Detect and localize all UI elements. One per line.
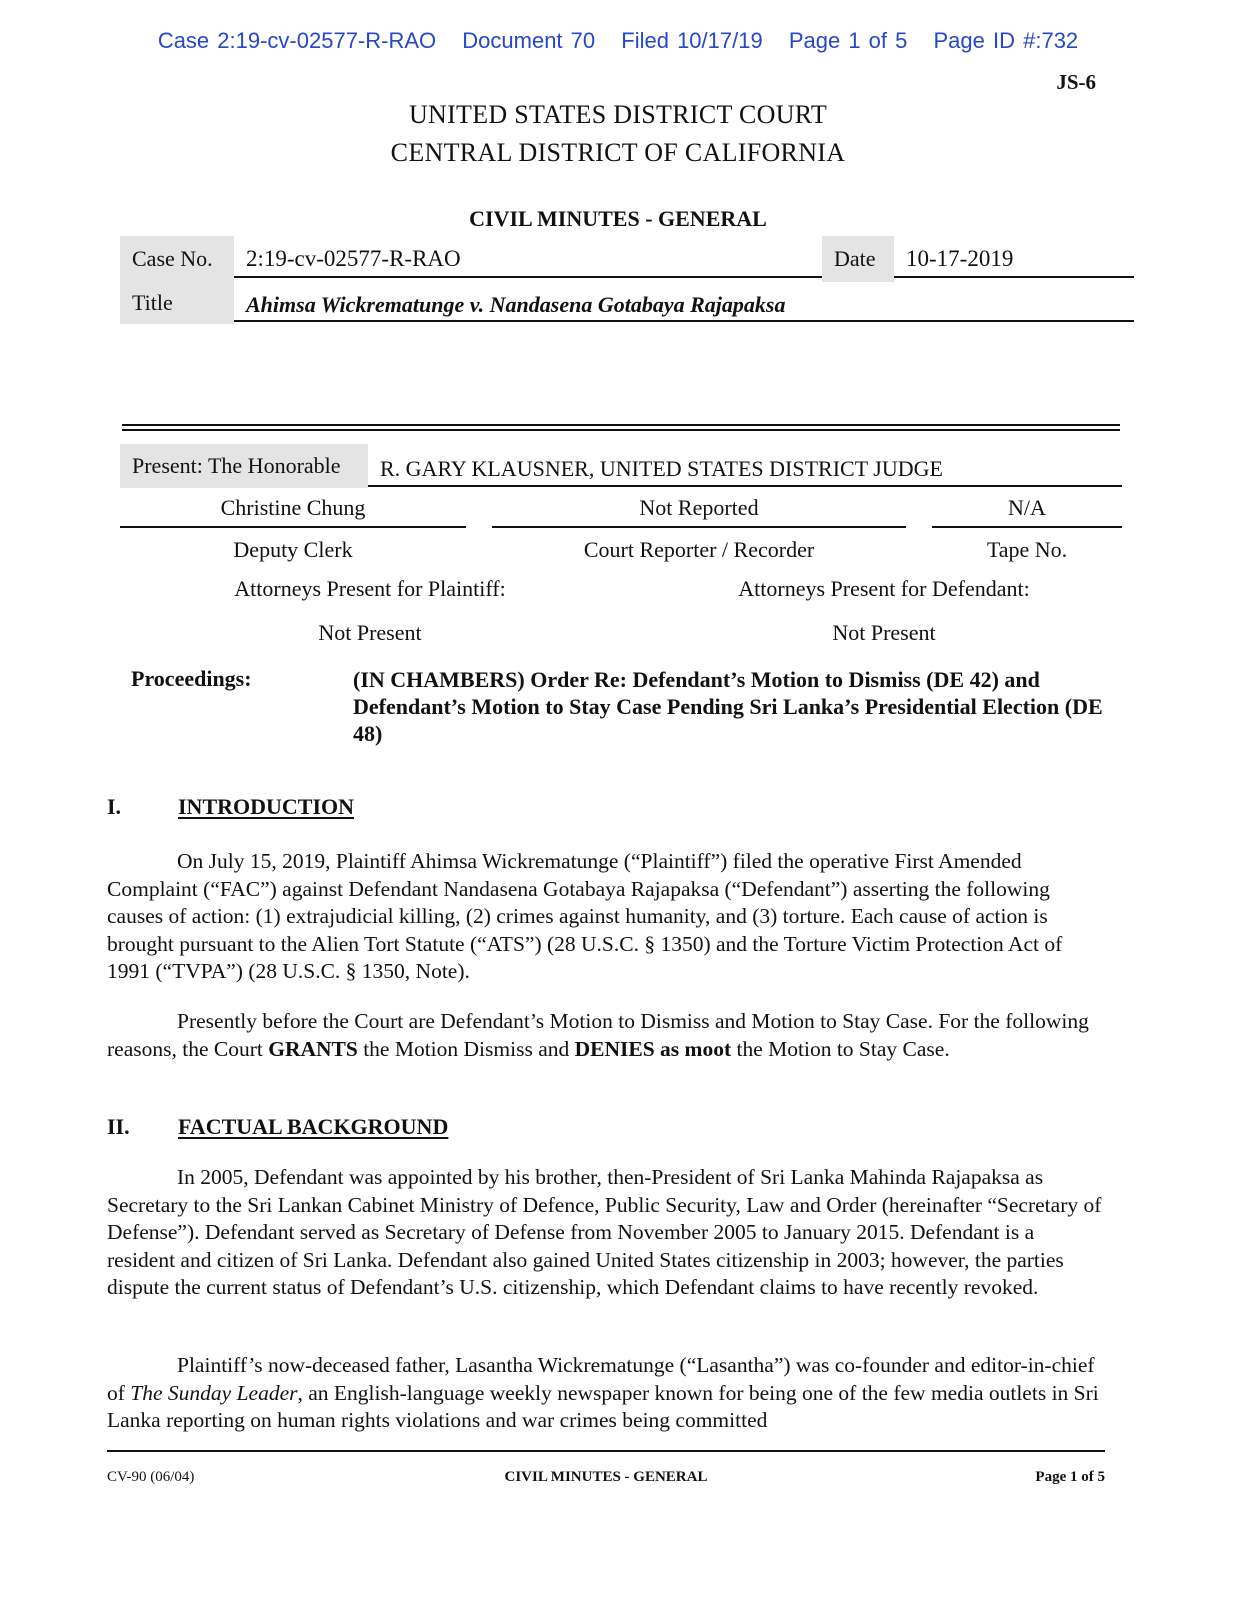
section-divider: [122, 429, 1120, 431]
filing-header-stamp: [0, 28, 1236, 54]
footer-form-number: CV-90 (06/04): [107, 1469, 195, 1485]
paragraph-background-2: [107, 1352, 1107, 1435]
court-reporter-caption: Court Reporter / Recorder: [583, 537, 815, 562]
proceedings-text: (IN CHAMBERS) Order Re: Defendant’s Motion to Dismiss (DE 42) and Defendant’s Motion to Stay Case Pending Sri Lanka’s Presidential Election (DE 48): [353, 667, 1103, 746]
plaintiff-attorneys-value: Not Present: [318, 620, 422, 645]
section-divider: [122, 424, 1120, 426]
case-no-value: 2:19-cv-02577-R-RAO: [246, 246, 461, 271]
judge-underline: [368, 485, 1122, 487]
tape-underline: [932, 526, 1122, 528]
paragraph-text: the Motion to Stay Case.: [736, 1036, 950, 1061]
tape-number-caption: Tape No.: [986, 537, 1068, 562]
court-reporter-value: Not Reported: [639, 495, 759, 520]
section-number: I.: [107, 794, 122, 819]
deputy-clerk-caption: Deputy Clerk: [233, 537, 353, 562]
title-underline: [234, 320, 1134, 322]
paragraph-background-1: [107, 1164, 1107, 1302]
date-label: Date: [822, 236, 894, 282]
date-underline: [894, 276, 1134, 278]
deputy-clerk-name: Christine Chung: [220, 495, 366, 520]
newspaper-name: The Sunday Leader: [130, 1380, 298, 1405]
title-label: Title: [120, 282, 234, 324]
paragraph-text: On July 15, 2019, Plaintiff Ahimsa Wickrematunge (“Plaintiff”) filed the operative First Amended Complaint (“FAC”) against Defendant Nandasena Gotabaya Rajapaksa (“Defendant”) asserting the following causes of action: (1) extrajudicial killing, (2) crimes against humanity, and (3) torture. Each cause of action is brought pursuant to the Alien Tort Statute (“ATS”) (28 U.S.C. § 1350) and the Torture Victim Protection Act of 1991 (“TVPA”) (28 U.S.C. § 1350, Note).: [107, 849, 1063, 983]
stamp-page-id: Page ID #:732: [933, 28, 1079, 53]
defendant-attorneys-label: Attorneys Present for Defendant:: [738, 576, 1030, 601]
section-heading-factual-background: FACTUAL BACKGROUND: [178, 1114, 449, 1139]
paragraph-text: In 2005, Defendant was appointed by his brother, then-President of Sri Lanka Mahinda Rajapaksa as Secretary to the Sri Lankan Cabinet Ministry of Defence, Public Security, Law and Order (hereinafter “Secretary of Defense”). Defendant served as Secretary of Defense from November 2005 to January 2015. Defendant is a resident and citizen of Sri Lanka. Defendant also gained United States citizenship in 2003; however, the parties dispute the current status of Defendant’s U.S. citizenship, which Defendant claims to have recently revoked.: [107, 1165, 1102, 1299]
case-no-underline: [234, 276, 822, 278]
footer-divider: [107, 1450, 1105, 1452]
paragraph-introduction-2: [107, 1008, 1107, 1063]
paragraph-introduction-1: [107, 848, 1107, 986]
stamp-case-number: Case 2:19-cv-02577-R-RAO: [157, 28, 437, 53]
paragraph-text: Plaintiff’s now-deceased father, Lasantha Wickrematunge (“Lasantha”) was co-founder and editor-in-chief of: [107, 1353, 1095, 1405]
paragraph-text: , an English-language weekly newspaper known for being one of the few media outlets in Sri Lanka reporting on human rights violations and war crimes being committed: [107, 1380, 1099, 1432]
present-label: Present: The Honorable: [120, 444, 368, 488]
footer-title: CIVIL MINUTES - GENERAL: [504, 1469, 708, 1485]
section-number: II.: [107, 1114, 130, 1139]
clerk-underline: [120, 526, 466, 528]
defendant-attorneys-value: Not Present: [832, 620, 936, 645]
stamp-filed-date: Filed 10/17/19: [621, 28, 763, 53]
case-no-label: Case No.: [120, 236, 234, 282]
ruling-grants: GRANTS: [268, 1036, 358, 1061]
section-heading-introduction: INTRODUCTION: [178, 794, 355, 819]
paragraph-text: the Motion Dismiss and: [363, 1036, 570, 1061]
plaintiff-attorneys-label: Attorneys Present for Plaintiff:: [234, 576, 506, 601]
ruling-denies: DENIES as moot: [574, 1036, 732, 1061]
date-value: 10-17-2019: [906, 246, 1014, 271]
stamp-page-count: Page 1 of 5: [788, 28, 908, 53]
form-title: CIVIL MINUTES - GENERAL: [469, 206, 767, 231]
js6-label: JS-6: [1056, 70, 1096, 94]
judge-name: R. GARY KLAUSNER, UNITED STATES DISTRICT JUDGE: [380, 456, 943, 481]
tape-number-value: N/A: [1008, 495, 1046, 520]
court-name: UNITED STATES DISTRICT COURT: [408, 100, 828, 129]
footer-page-number: Page 1 of 5: [1035, 1469, 1105, 1485]
paragraph-text: Presently before the Court are Defendant’s Motion to Dismiss and Motion to Stay Case. For the following reasons, the Court: [107, 1009, 1089, 1061]
stamp-document-number: Document 70: [462, 28, 596, 53]
proceedings-label: Proceedings:: [131, 666, 252, 691]
reporter-underline: [492, 526, 906, 528]
court-district: CENTRAL DISTRICT OF CALIFORNIA: [390, 138, 846, 167]
case-title-value: Ahimsa Wickrematunge v. Nandasena Gotabaya Rajapaksa: [246, 292, 786, 317]
